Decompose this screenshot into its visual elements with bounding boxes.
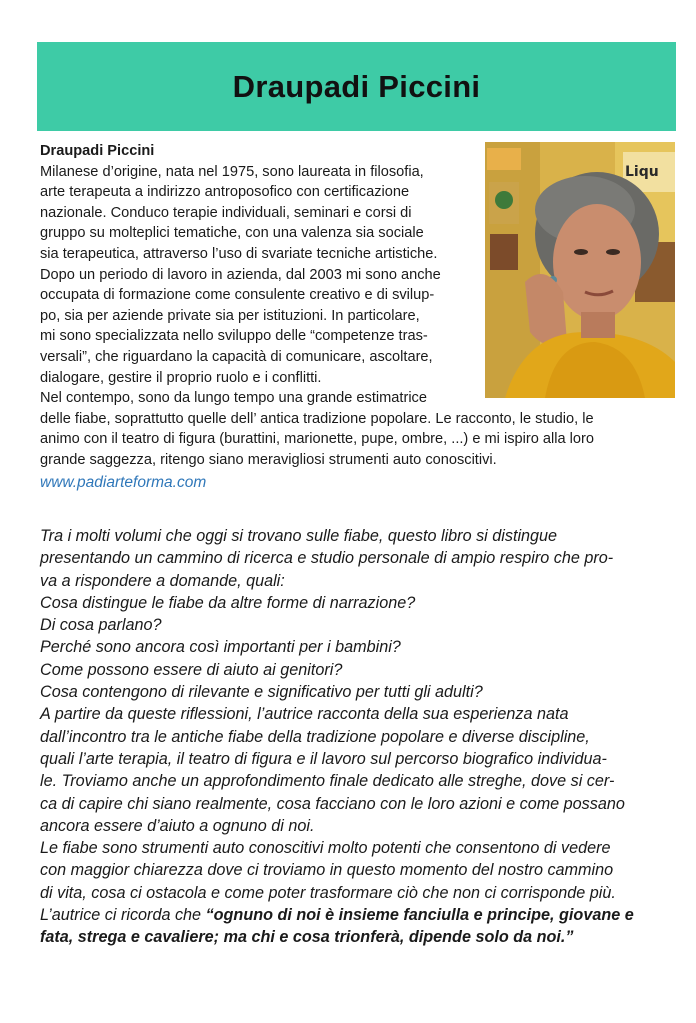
bio-line: nazionale. Conduco terapie individuali, seminari e corsi di	[40, 204, 412, 221]
book-line: Cosa distingue le fiabe da altre forme di narrazione?	[40, 593, 416, 612]
bio-line: mi sono specializzata nello sviluppo delle “competenze tras-	[40, 328, 428, 345]
book-line: Come possono essere di aiuto ai genitori?	[40, 660, 343, 679]
poster-label: Liqu	[625, 164, 659, 180]
bio-line: sia terapeutica, attraverso l’uso di svariate tecniche artistiche.	[40, 245, 438, 262]
bio-line: Milanese d’origine, nata nel 1975, sono laureata in filosofia,	[40, 163, 424, 180]
book-line: Di cosa parlano?	[40, 616, 162, 635]
book-line: Perché sono ancora così importanti per i bambini?	[40, 638, 401, 657]
bio-line: arte terapeuta a indirizzo antroposofico con certificazione	[40, 184, 410, 201]
title-banner	[37, 42, 676, 131]
bio-line: animo con il teatro di figura (burattini, marionette, pupe, ombre, ...) e mi ispiro alla loro	[40, 431, 595, 448]
bio-line: versali”, che riguardano la capacità di comunicare, ascoltare,	[40, 348, 433, 365]
book-line: dall’incontro tra le antiche fiabe della tradizione popolare e diverse discipline,	[40, 727, 590, 746]
book-line: con maggior chiarezza dove ci troviamo in questo momento del nostro cammino	[40, 861, 614, 880]
book-line: quali l’arte terapia, il teatro di figura e il lavoro sul percorso biografico individua-	[40, 749, 607, 768]
bio-line: occupata di formazione come consulente creativo e di svilup-	[40, 287, 435, 304]
author-photo	[485, 142, 675, 398]
quote-intro: L’autrice ci ricorda che	[40, 906, 206, 925]
quote-line	[40, 926, 680, 948]
bio-line: Nel contempo, sono da lungo tempo una grande estimatrice	[40, 390, 427, 407]
book-line: va a rispondere a domande, quali:	[40, 571, 285, 590]
book-line: A partire da queste riflessioni, l’autrice racconta della sua esperienza nata	[40, 705, 569, 724]
book-description	[40, 525, 680, 949]
book-line: ancora essere d’aiuto a ognuno di noi.	[40, 816, 315, 835]
bio-line: Dopo un periodo di lavoro in azienda, dal 2003 mi sono anche	[40, 266, 441, 283]
bio-line: dialogare, gestire il proprio ruolo e i conflitti.	[40, 369, 322, 386]
author-portrait	[485, 142, 675, 398]
page-title: Draupadi Piccini	[232, 68, 481, 104]
bio-line: delle fiabe, soprattutto quelle dell’ antica tradizione popolare. Le racconto, le studio, le	[40, 410, 594, 427]
book-line: Le fiabe sono strumenti auto conoscitivi molto potenti che consentono di vedere	[40, 839, 611, 858]
book-line: ca di capire chi siano realmente, cosa facciano con le loro azioni e come possano	[40, 794, 625, 813]
book-line: Tra i molti volumi che oggi si trovano sulle fiabe, questo libro si distingue	[40, 527, 558, 545]
book-line: Cosa contengono di rilevante e significativo per tutti gli adulti?	[40, 683, 483, 702]
bio-line: grande saggezza, ritengo siano meravigliosi strumenti auto conoscitivi.	[40, 451, 497, 468]
author-name: Draupadi Piccini	[40, 143, 155, 159]
quote-line	[40, 904, 680, 926]
website-link[interactable]: www.padiarteforma.com	[40, 473, 207, 491]
book-line: presentando un cammino di ricerca e studio personale di ampio respiro che pro-	[40, 549, 614, 568]
bio-line: po, sia per aziende private sia per istituzioni. In particolare,	[40, 307, 420, 324]
book-line: le. Troviamo anche un approfondimento finale dedicato alle streghe, dove si cer-	[40, 772, 615, 791]
quote-text: “ognuno di noi è insieme fanciulla e principe, giovane e	[205, 906, 634, 925]
book-line: di vita, cosa ci ostacola e come poter trasformare ciò che non ci corrisponde più.	[40, 883, 616, 902]
bio-line: gruppo su molteplici tematiche, con una valenza sia sociale	[40, 225, 424, 242]
quote-text-end: fata, strega e cavaliere; ma chi e cosa trionferà, dipende solo da noi.”	[40, 928, 574, 947]
